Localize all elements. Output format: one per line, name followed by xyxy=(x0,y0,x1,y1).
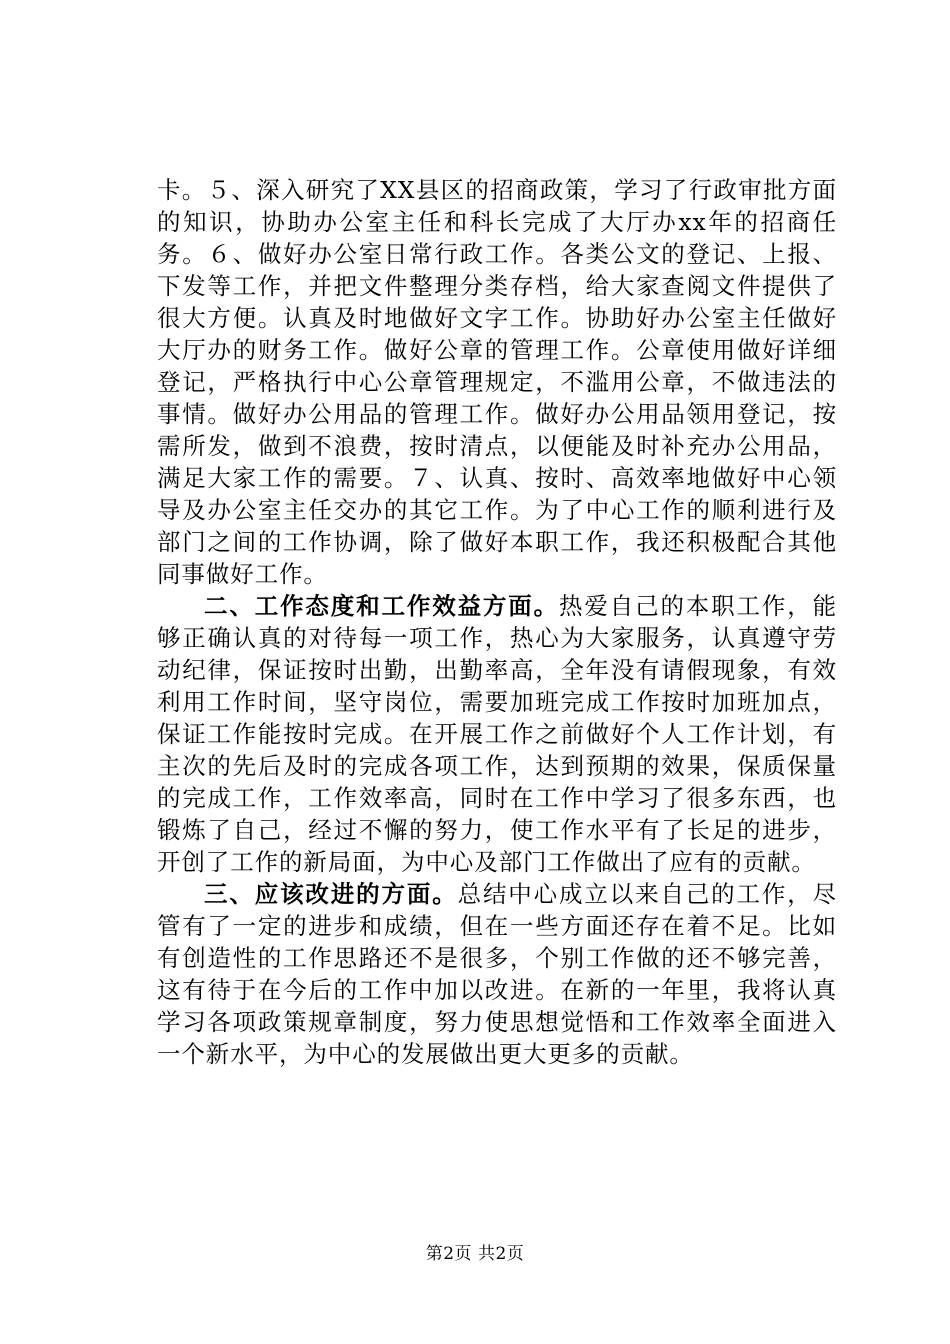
paragraph-text: 卡。５、深入研究了XX县区的招商政策，学习了行政审批方面的知识，协助办公室主任和科长完成了大厅办xx年的招商任务。６、做好办公室日常行政工作。各类公文的登记、上报、下发等工作，并把文件整理分类存档，给大家查阅文件提供了很大方便。认真及时地做好文字工作。协助好办公室主任做好大厅办的财务工作。做好公章的管理工作。公章使用做好详细登记，严格执行中心公章管理规定，不滥用公章，不做违法的事情。做好办公用品的管理工作。做好办公用品领用登记，按需所发，做到不浪费，按时清点，以便能及时补充办公用品，满足大家工作的需要。７、认真、按时、高效率地做好中心领导及办公室主任交办的其它工作。为了中心工作的顺利进行及部门之间的工作协调，除了做好本职工作，我还积极配合其他同事做好工作。 xyxy=(157,176,837,588)
paragraph-improvements xyxy=(157,878,837,1070)
page-footer xyxy=(0,1243,950,1265)
paragraph-text: 总结中心成立以来自己的工作，尽管有了一定的进步和成绩，但在一些方面还存在着不足。比如有创造性的工作思路还不是很多，个别工作做的还不够完善，这有待于在今后的工作中加以改进。在新的一年里，我将认真学习各项政策规章制度，努力使思想觉悟和工作效率全面进入一个新水平，为中心的发展做出更大更多的贡献。 xyxy=(157,880,838,1068)
paragraph-text: 热爱自己的本职工作，能够正确认真的对待每一项工作，热心为大家服务，认真遵守劳动纪律，保证按时出勤，出勤率高，全年没有请假现象，有效利用工作时间，坚守岗位，需要加班完成工作按时加班加点，保证工作能按时完成。在开展工作之前做好个人工作计划，有主次的先后及时的完成各项工作，达到预期的效果，保质保量的完成工作，工作效率高，同时在工作中学习了很多东西，也锻炼了自己，经过不懈的努力，使工作水平有了长足的进步，开创了工作的新局面，为中心及部门工作做出了应有的贡献。 xyxy=(157,592,837,876)
paragraph-duties-continued xyxy=(157,174,837,590)
page-number: 第2页 共2页 xyxy=(425,1244,525,1264)
section-heading-improvements: 三、应该改进的方面。 xyxy=(204,880,458,908)
section-heading-work-attitude: 二、工作态度和工作效益方面。 xyxy=(204,592,560,620)
document-body xyxy=(157,174,837,1070)
paragraph-work-attitude xyxy=(157,590,837,878)
